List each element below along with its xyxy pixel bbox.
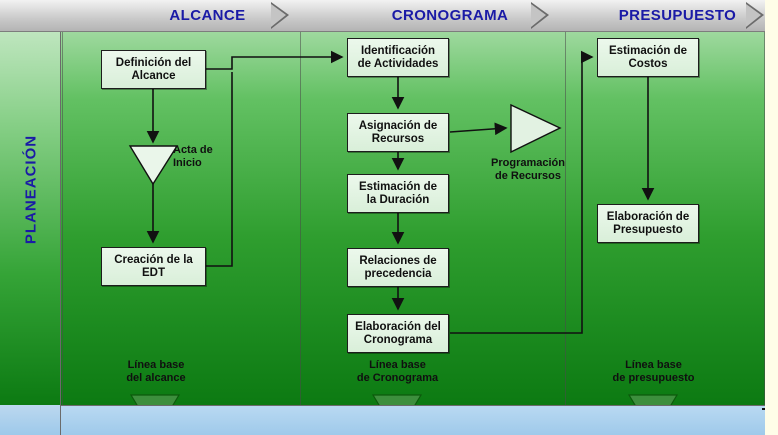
- node-label: Elaboración de Presupuesto: [606, 210, 690, 236]
- caption-linea-base-cronograma: Línea base de Cronograma: [356, 359, 439, 384]
- node-label: Identificación de Actividades: [357, 44, 439, 70]
- phase-tab-alcance-label: ALCANCE: [169, 7, 246, 24]
- node-label: Estimación de la Duración: [359, 180, 437, 206]
- node-label: Estimación de Costos: [609, 44, 687, 70]
- footer-band: [0, 405, 778, 435]
- caption-programacion-recursos: Programación de Recursos: [491, 157, 565, 182]
- gate-programacion-recursos[interactable]: [511, 105, 560, 152]
- node-label: Elaboración del Cronograma: [355, 320, 441, 346]
- caption-linea-base-presupuesto: Línea base de presupuesto: [612, 359, 695, 384]
- right-margin: [765, 0, 778, 435]
- caption-linea-base-alcance: Línea base del alcance: [126, 359, 186, 384]
- footer-left-band: [0, 405, 61, 435]
- phase-tab-cronograma-label: CRONOGRAMA: [391, 7, 509, 24]
- node-label: Definición del Alcance: [115, 56, 192, 82]
- node-label: Creación de la EDT: [114, 253, 193, 279]
- caption-acta-inicio: Acta de Inicio: [173, 144, 213, 169]
- node-label: Relaciones de precedencia: [359, 254, 437, 280]
- planning-phase-label: PLANEACIÓN: [22, 134, 40, 245]
- node-label: Asignación de Recursos: [358, 119, 438, 145]
- phase-tab-presupuesto-label: PRESUPUESTO: [618, 7, 737, 24]
- milestone-acta-inicio[interactable]: [130, 146, 177, 184]
